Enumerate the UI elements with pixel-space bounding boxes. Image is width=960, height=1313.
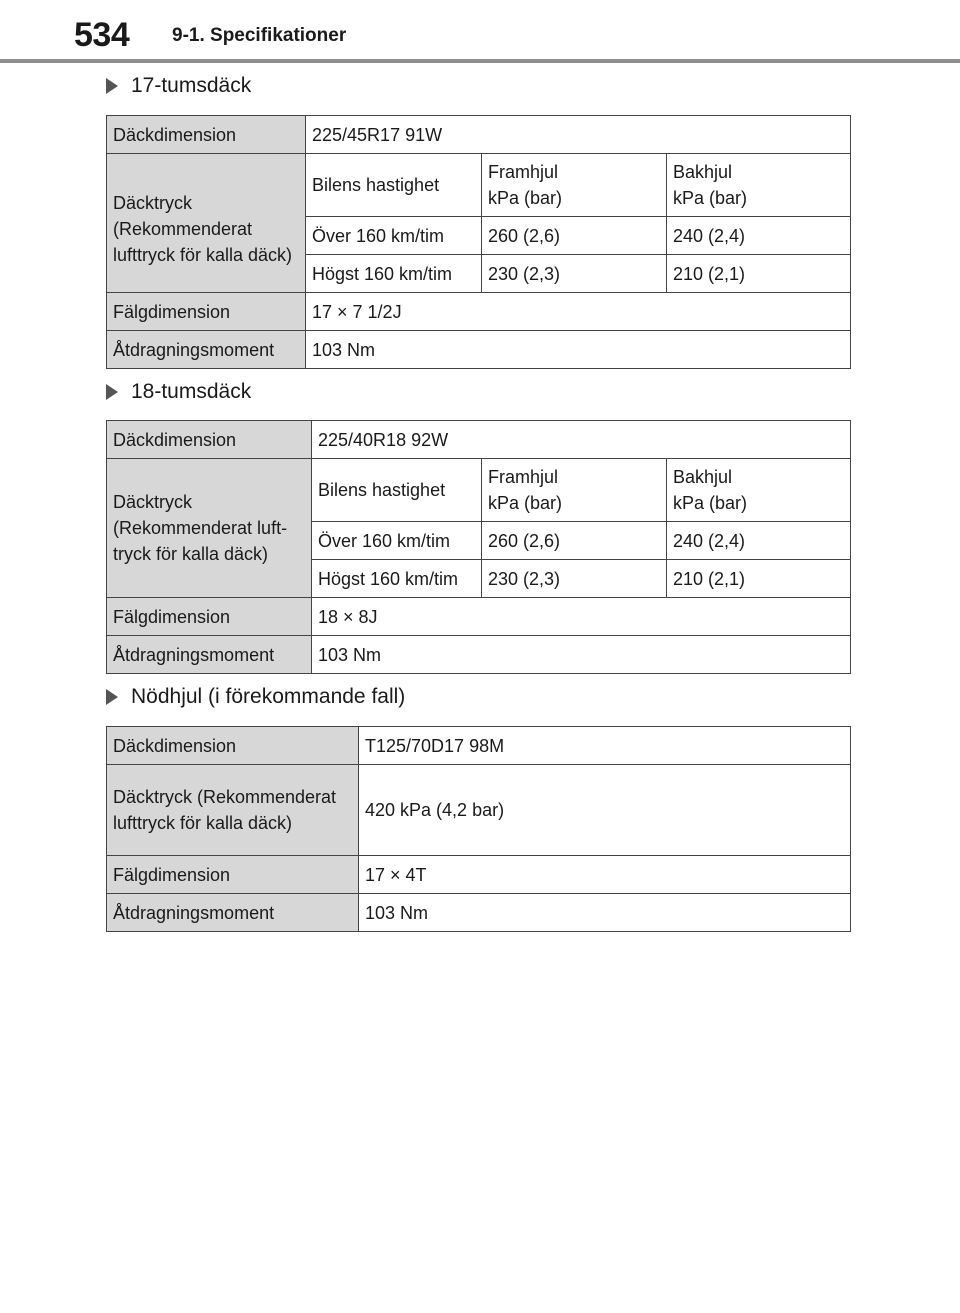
- rear-header: [667, 154, 851, 217]
- front-pressure-cell: 230 (2,3): [482, 560, 667, 598]
- front-header-line: Framhjul: [488, 467, 559, 487]
- torque-label: Åtdragningsmoment: [107, 636, 312, 674]
- triangle-bullet-icon: [106, 384, 118, 400]
- table-row: [107, 598, 851, 636]
- rear-pressure-cell: 210 (2,1): [667, 560, 851, 598]
- front-header-line: Framhjul: [488, 162, 559, 182]
- spec-table-18: [106, 420, 851, 674]
- table-row: [107, 856, 851, 894]
- rear-header-line: Bakhjul: [673, 467, 733, 487]
- tire-size-label: Däckdimension: [107, 421, 312, 459]
- speed-cell: Högst 160 km/tim: [312, 560, 482, 598]
- table-row: [107, 636, 851, 674]
- front-header-unit: kPa (bar): [488, 188, 563, 208]
- front-pressure-cell: 260 (2,6): [482, 217, 667, 255]
- section-heading-text: Nödhjul (i förekommande fall): [131, 685, 406, 708]
- rear-pressure-cell: 240 (2,4): [667, 217, 851, 255]
- rear-header-unit: kPa (bar): [673, 188, 748, 208]
- torque-label: Åtdragningsmoment: [107, 331, 306, 369]
- pressure-label: Däcktryck (Rekommenderat lufttryck för kalla däck): [107, 154, 306, 293]
- table-row: [107, 116, 851, 154]
- spec-table-17: [106, 115, 851, 369]
- torque-label: Åtdragningsmoment: [107, 894, 359, 932]
- table-row: [107, 421, 851, 459]
- rear-pressure-cell: 240 (2,4): [667, 522, 851, 560]
- tire-size-value: 225/45R17 91W: [306, 116, 851, 154]
- table-row: [107, 765, 851, 856]
- chapter-title: 9-1. Specifikationer: [172, 25, 347, 46]
- rim-label: Fälgdimension: [107, 293, 306, 331]
- speed-header: Bilens hastighet: [306, 154, 482, 217]
- front-pressure-cell: 260 (2,6): [482, 522, 667, 560]
- pressure-value: 420 kPa (4,2 bar): [359, 765, 851, 856]
- table-row: [107, 894, 851, 932]
- torque-value: 103 Nm: [359, 894, 851, 932]
- rim-value: 18 × 8J: [312, 598, 851, 636]
- page-number: 534: [74, 16, 130, 54]
- table-row: [107, 331, 851, 369]
- section-heading-spare: [106, 685, 405, 709]
- rim-value: 17 × 4T: [359, 856, 851, 894]
- page-header: [0, 0, 960, 64]
- section-heading-text: 18-tumsdäck: [131, 380, 252, 403]
- table-row: [107, 727, 851, 765]
- front-header: [482, 459, 667, 522]
- rear-pressure-cell: 210 (2,1): [667, 255, 851, 293]
- section-heading-17: [106, 74, 251, 98]
- section-heading-text: 17-tumsdäck: [131, 74, 252, 97]
- rear-header-unit: kPa (bar): [673, 493, 748, 513]
- table-row: [107, 293, 851, 331]
- front-pressure-cell: 230 (2,3): [482, 255, 667, 293]
- pressure-label: Däcktryck (Rekommenderat lufttryck för kalla däck): [107, 765, 359, 856]
- tire-size-label: Däckdimension: [107, 727, 359, 765]
- tire-size-value: 225/40R18 92W: [312, 421, 851, 459]
- speed-cell: Över 160 km/tim: [306, 217, 482, 255]
- section-heading-18: [106, 380, 251, 404]
- tire-size-label: Däckdimension: [107, 116, 306, 154]
- rear-header: [667, 459, 851, 522]
- triangle-bullet-icon: [106, 689, 118, 705]
- table-row: [107, 154, 851, 217]
- tire-size-value: T125/70D17 98M: [359, 727, 851, 765]
- torque-value: 103 Nm: [306, 331, 851, 369]
- speed-cell: Över 160 km/tim: [312, 522, 482, 560]
- rim-label: Fälgdimension: [107, 856, 359, 894]
- spec-table-spare: [106, 726, 851, 932]
- speed-header: Bilens hastighet: [312, 459, 482, 522]
- rear-header-line: Bakhjul: [673, 162, 733, 182]
- torque-value: 103 Nm: [312, 636, 851, 674]
- pressure-label: Däcktryck (Rekommenderat luft-tryck för kalla däck): [107, 459, 312, 598]
- table-row: [107, 459, 851, 522]
- front-header-unit: kPa (bar): [488, 493, 563, 513]
- rim-value: 17 × 7 1/2J: [306, 293, 851, 331]
- triangle-bullet-icon: [106, 78, 118, 94]
- speed-cell: Högst 160 km/tim: [306, 255, 482, 293]
- rim-label: Fälgdimension: [107, 598, 312, 636]
- header-rule: [0, 59, 960, 63]
- front-header: [482, 154, 667, 217]
